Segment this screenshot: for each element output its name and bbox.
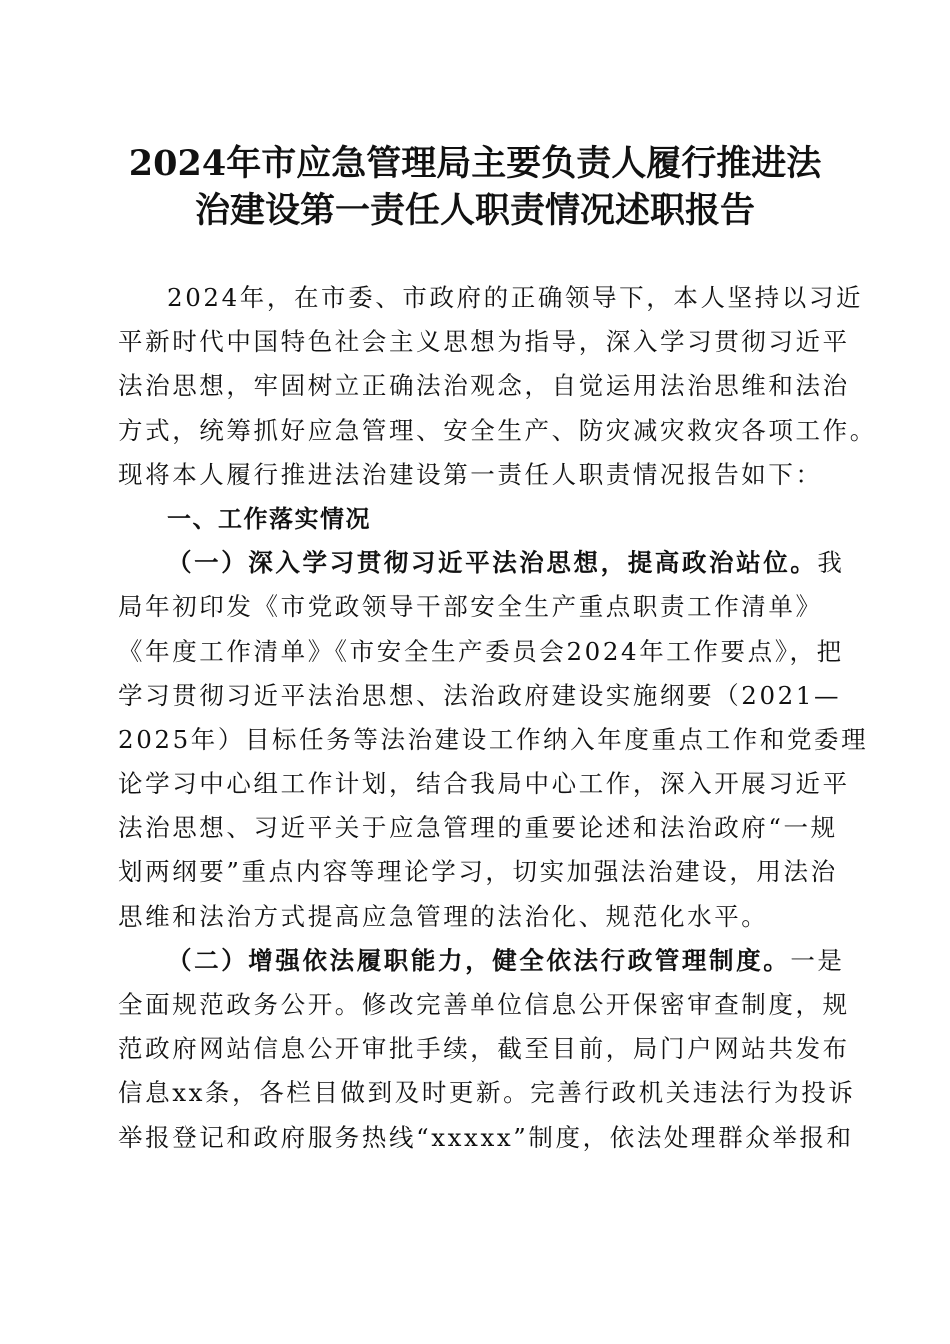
item2-line-4: 举报登记和政府服务热线“xxxxx”制度，依法处理群众举报和 [118,1122,854,1152]
item2-line-2: 范政府网站信息公开审批手续，截至目前，局门户网站共发布 [118,1034,850,1064]
document-body [118,276,877,1160]
item1-lead: （一）深入学习贯彻习近平法治思想，提高政治站位。 [167,548,818,578]
item2-lead: （二）增强依法履职能力，健全依法行政管理制度。 [167,945,791,975]
intro-line-1: 2024年，在市委、市政府的正确领导下，本人坚持以习近 [167,283,864,312]
title-line-1: 2024年市应急管理局主要负责人履行推进法 [128,143,822,184]
intro-line-4: 方式，统筹抓好应急管理、安全生产、防灾减灾救灾各项工作。 [118,415,877,445]
section-heading-1: 一、工作落实情况 [167,504,371,533]
item1-line-5: 论学习中心组工作计划，结合我局中心工作，深入开展习近平 [118,769,850,799]
item1-first-line [118,541,845,585]
intro-line-5: 现将本人履行推进法治建设第一责任人职责情况报告如下： [118,459,823,489]
item1-line-7: 划两纲要”重点内容等理论学习，切实加强法治建设，用法治 [118,857,838,887]
title-line-2: 治建设第一责任人职责情况述职报告 [194,190,755,231]
item1-line-6: 法治思想、习近平关于应急管理的重要论述和法治政府“一规 [118,813,838,843]
item1-line-4: 2025年）目标任务等法治建设工作纳入年度重点工作和党委理 [118,724,869,754]
item2-first-tail: 一是 [790,945,845,975]
intro-line-3: 法治思想，牢固树立正确法治观念，自觉运用法治思维和法治 [118,371,850,401]
item2-line-1: 全面规范政务公开。修改完善单位信息公开保密审查制度，规 [118,990,850,1019]
intro-line-2: 平新时代中国特色社会主义思想为指导，深入学习贯彻习近平 [118,327,850,357]
item1-line-3: 学习贯彻习近平法治思想、法治政府建设实施纲要（2021— [118,680,842,710]
document-title [110,140,840,234]
item1-first-tail: 我 [817,548,845,578]
item2-line-3: 信息xx条，各栏目做到及时更新。完善行政机关违法行为投诉 [118,1078,856,1108]
item1-line-1: 局年初印发《市党政领导干部安全生产重点职责工作清单》 [118,592,823,622]
item1-line-8: 思维和法治方式提高应急管理的法治化、规范化水平。 [118,901,769,931]
item1-line-2: 《年度工作清单》《市安全生产委员会2024年工作要点》，把 [118,636,844,666]
item2-first-line [118,939,845,983]
